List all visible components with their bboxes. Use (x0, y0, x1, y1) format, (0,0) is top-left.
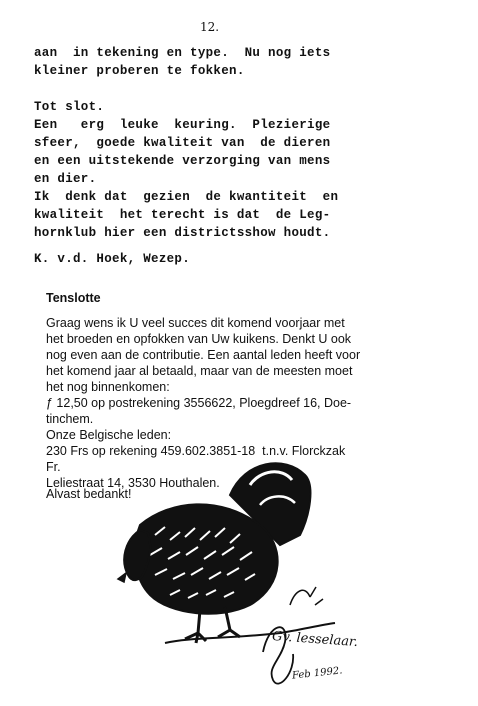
closing-line: Tot slot. (34, 100, 105, 114)
closing-line: en dier. (34, 172, 97, 186)
tenslotte-line: tinchem. (46, 412, 94, 426)
tenslotte-line: Leliestraat 14, 3530 Houthalen. (46, 476, 220, 490)
tenslotte-line: 230 Frs op rekening 459.602.3851-18 t.n.v. Florckzak (46, 444, 346, 458)
thanks-line: Alvast bedankt! (46, 487, 132, 501)
closing-line: Ik denk dat gezien de kwantiteit en (34, 190, 339, 204)
closing-line: en een uitstekende verzorging van mens (34, 154, 331, 168)
closing-line: hornklub hier een districtsshow houdt. (34, 226, 331, 240)
closing-line: Een erg leuke keuring. Plezierige (34, 118, 331, 132)
tenslotte-line: ƒ 12,50 op postrekening 3556622, Ploegdreef 16, Doe- (46, 396, 352, 410)
tenslotte-line: het broeden en opfokken van Uw kuikens. Denkt U ook (46, 332, 352, 346)
tenslotte-line: het nog binnenkomen: (46, 380, 170, 394)
closing-line: kwaliteit het terecht is dat de Leg- (34, 208, 331, 222)
tenslotte-line: Onze Belgische leden: (46, 428, 172, 442)
tenslotte-line: nog even aan de contributie. Een aantal leden heeft voor (46, 348, 361, 362)
closing-line: sfeer, goede kwaliteit van de dieren (34, 136, 331, 150)
tenslotte-line: Fr. (46, 460, 61, 474)
page-number: 12. (200, 20, 220, 34)
intro-line: kleiner proberen te fokken. (34, 64, 245, 78)
signature-name: Gv. lesselaar. (271, 629, 359, 650)
intro-paragraph (34, 44, 330, 80)
tenslotte-line: het komend jaar al betaald, maar van de meesten moet (46, 364, 353, 378)
section-heading: Tenslotte (46, 291, 101, 305)
tenslotte-line: Graag wens ik U veel succes dit komend voorjaar met (46, 316, 345, 330)
author-signoff: K. v.d. Hoek, Wezep. (34, 252, 191, 266)
signature-date: Feb 1992. (291, 665, 343, 682)
intro-line: aan in tekening en type. Nu nog iets (34, 46, 331, 60)
closing-paragraph (34, 98, 338, 242)
signature-flourish (255, 612, 415, 697)
